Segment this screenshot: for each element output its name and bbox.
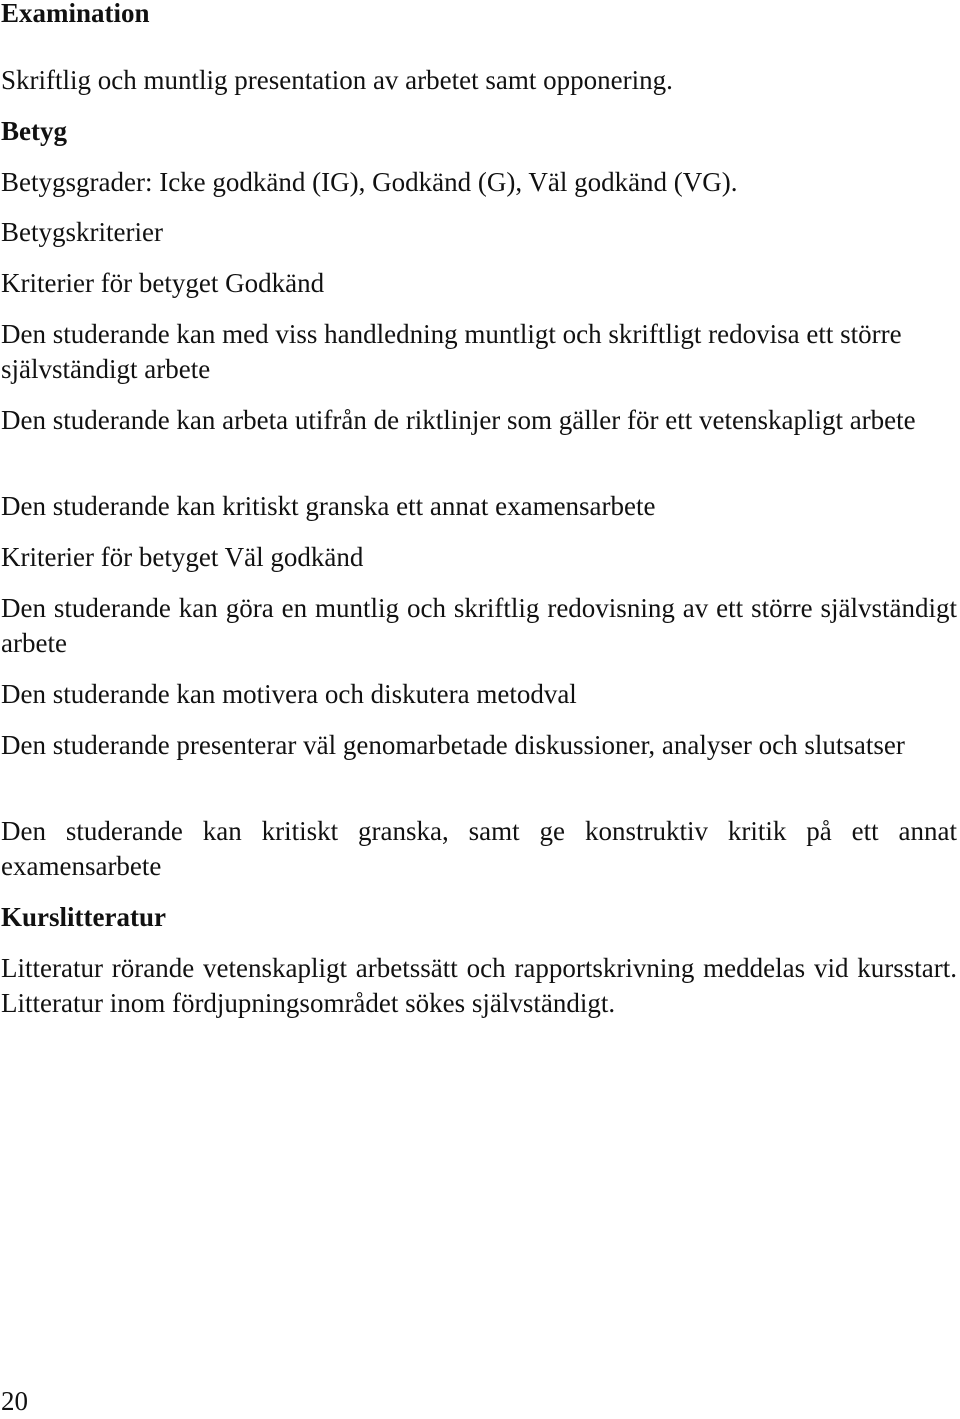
grades-text: Betygsgrader: Icke godkänd (IG), Godkänd (G), Väl godkänd (VG).: [1, 167, 738, 197]
heading-betyg: Betyg: [1, 116, 67, 146]
val-godkand-criterion-1: Den studerande kan göra en muntlig och skriftlig redovisning av ett större självständigt arbete: [1, 593, 957, 658]
kurslitteratur-text: Litteratur rörande vetenskapligt arbetssätt och rapportskrivning meddelas vid kursstart. Litteratur inom fördjupningsområdet sökes självständigt.: [1, 953, 957, 1018]
page-number: 20: [1, 1386, 28, 1416]
val-godkand-criterion-2: Den studerande kan motivera och diskutera metodval: [1, 679, 577, 709]
godkand-criterion-3: Den studerande kan kritiskt granska ett annat examensarbete: [1, 491, 656, 521]
val-godkand-criterion-4: Den studerande kan kritiskt granska, samt ge konstruktiv kritik på ett annat examensarbete: [1, 816, 957, 881]
godkand-criterion-1: Den studerande kan med viss handledning muntligt och skriftligt redovisa ett större självständigt arbete: [1, 319, 902, 384]
val-godkand-title: Kriterier för betyget Väl godkänd: [1, 542, 364, 572]
val-godkand-criterion-3: Den studerande presenterar väl genomarbetade diskussioner, analyser och slutsatser: [1, 730, 905, 760]
examination-text: Skriftlig och muntlig presentation av arbetet samt opponering.: [1, 65, 673, 95]
godkand-title: Kriterier för betyget Godkänd: [1, 268, 325, 298]
heading-kurslitteratur: Kurslitteratur: [1, 902, 166, 932]
criteria-title: Betygskriterier: [1, 217, 163, 247]
heading-examination: Examination: [1, 0, 150, 28]
godkand-criterion-2: Den studerande kan arbeta utifrån de riktlinjer som gäller för ett vetenskapligt arbete: [1, 405, 916, 435]
